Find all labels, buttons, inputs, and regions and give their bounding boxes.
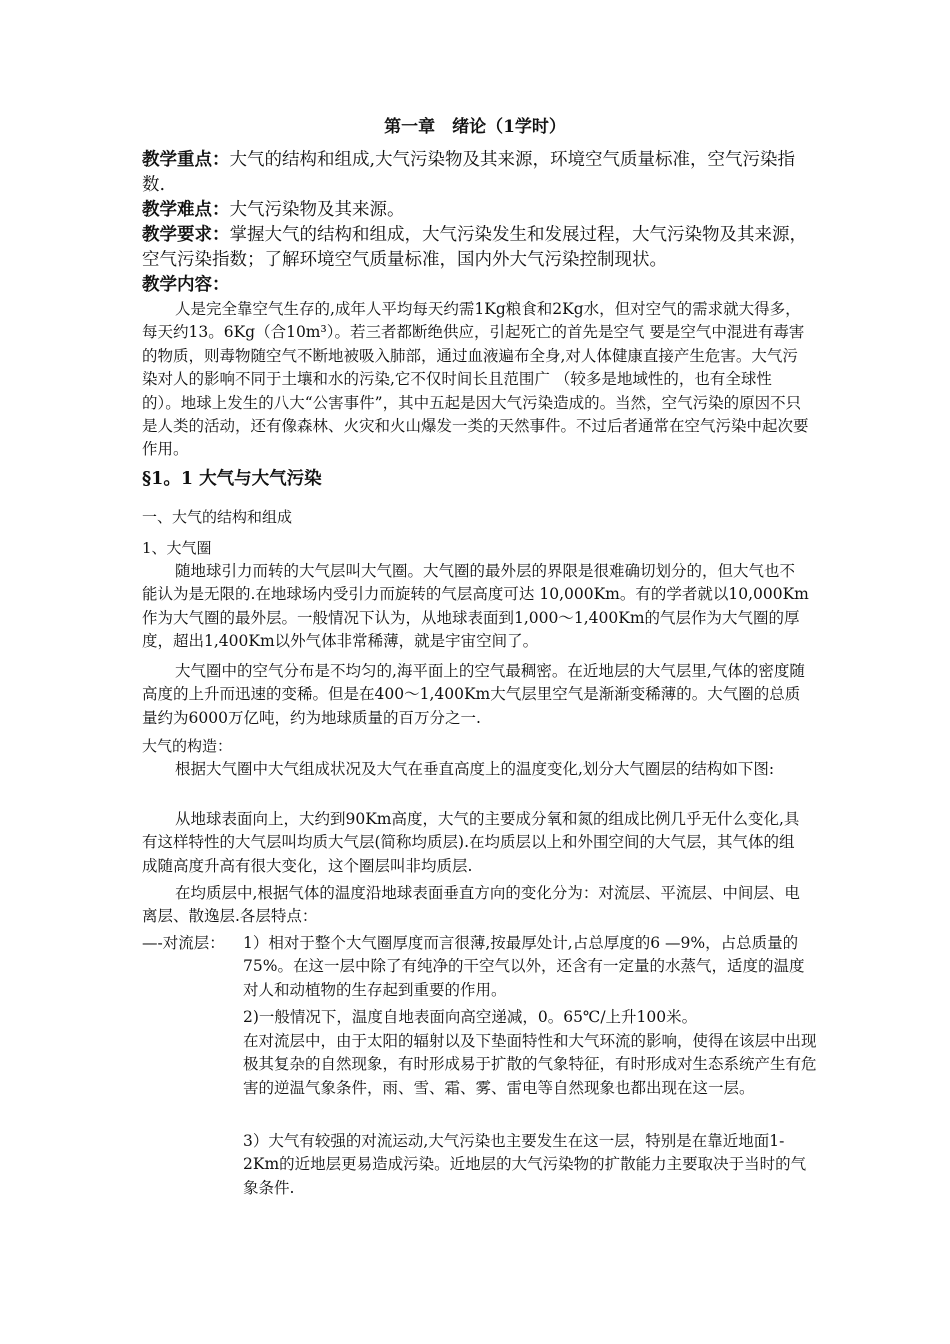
focus-label: 教学重点： — [142, 150, 230, 170]
structure-label: 大气的构造： — [142, 737, 233, 755]
troposphere-item-1: 1）相对于整个大气圈厚度而言很薄,按最厚处计,占总厚度的6 —9%，占总质量的 75%。在这一层中除了有纯净的干空气以外，还含有一定量的水蒸气，适度的温度对人和动植物的生存起到重要的作用。 — [243, 934, 805, 999]
paragraph-atmosphere-2: 大气圈中的空气分布是不均匀的,海平面上的空气最稠密。在近地层的大气层里,气体的密度随高度的上升而迅速的变稀。但是在400～1,400Km大气层里空气是渐渐变稀薄的。大气圈的总质量约为6000万亿吨，约为地球质量的百万分之一. — [142, 662, 805, 727]
difficulty-text: 大气污染物及其来源。 — [229, 200, 405, 220]
requirement-label: 教学要求： — [142, 225, 230, 245]
troposphere-item-2: 2)一般情况下，温度自地表面向高空递减，0。65℃/上升100米。 — [243, 1008, 698, 1026]
subsection-structure: 一、大气的结构和组成 — [142, 508, 293, 526]
difficulty-label: 教学难点： — [142, 200, 230, 220]
teaching-requirement — [142, 223, 810, 273]
paragraph-homosphere: 从地球表面向上，大约到90Km高度，大气的主要成分氧和氮的组成比例几乎无什么变化,具有这样特性的大气层叫均质大气层(简称均质层).在均质层以上和外围空间的大气层，其气体的组成随高度升高有很大变化，这个圈层叫非均质层. — [142, 810, 800, 875]
intro-paragraph: 人是完全靠空气生存的,成年人平均每天约需1Kg粮食和2Kg水，但对空气的需求就大得多，每天约13。6Kg（合10m³）。若三者都断绝供应，引起死亡的首先是空气 要是空气中混进有毒害的物质，则毒物随空气不断地被吸入肺部，通过血液遍布全身,对人体健康直接产生危害。大气污染对人的影响不同于土壤和水的污染,它不仅时间长且范围广 （较多是地域性的，也有全球性的）。地球上发生的八大“公害事件”，其中五起是因大气污染造成的。当然，空气污染的原因不只是人类的活动，还有像森林、火灾和火山爆发一类的天然事件。不过后者通常在空气污染中起次要作用。 — [142, 300, 809, 459]
paragraph-layers: 在均质层中,根据气体的温度沿地球表面垂直方向的变化分为：对流层、平流层、中间层、电离层、散逸层.各层特点： — [142, 884, 800, 926]
teaching-focus — [142, 148, 810, 198]
chapter-title: 第一章 绪论（1学时） — [384, 117, 566, 137]
teaching-difficulty — [142, 198, 810, 223]
teaching-content-label: 教学内容： — [142, 275, 230, 295]
focus-text: 大气的结构和组成,大气污染物及其来源，环境空气质量标准，空气污染指数. — [142, 150, 796, 195]
paragraph-atmosphere-1: 随地球引力而转的大气层叫大气圈。大气圈的最外层的界限是很难确切划分的，但大气也不能认为是无限的.在地球场内受引力而旋转的气层高度可达 10,000Km。有的学者就以10,000Km作为大气圈的最外层。一般情况下认为，从地球表面到1,000～1,400Km的气层作为大气圈的厚度，超出1,400Km以外气体非常稀薄，就是宇宙空间了。 — [142, 562, 809, 651]
section-heading: §1。1 大气与大气污染 — [142, 469, 322, 489]
troposphere-label: —-对流层： — [142, 934, 225, 952]
requirement-text: 掌握大气的结构和组成，大气污染发生和发展过程，大气污染物及其来源，空气污染指数；了解环境空气质量标准，国内外大气污染控制现状。 — [142, 225, 807, 270]
paragraph-structure: 根据大气圈中大气组成状况及大气在垂直高度上的温度变化,划分大气圈层的结构如下图: — [175, 760, 775, 778]
troposphere-item-3: 3）大气有较强的对流运动,大气污染也主要发生在这一层，特别是在靠近地面1-2Km的近地层更易造成污染。近地层的大气污染物的扩散能力主要取决于当时的气象条件. — [243, 1132, 807, 1197]
subsection-atmosphere: 1、大气圈 — [142, 539, 212, 557]
troposphere-item-2-detail: 在对流层中，由于太阳的辐射以及下垫面特性和大气环流的影响，使得在该层中出现极其复杂的自然现象，有时形成易于扩散的气象特征，有时形成对生态系统产生有危害的逆温气象条件，雨、雪、霜、雾、雷电等自然现象也都出现在这一层。 — [243, 1032, 817, 1097]
